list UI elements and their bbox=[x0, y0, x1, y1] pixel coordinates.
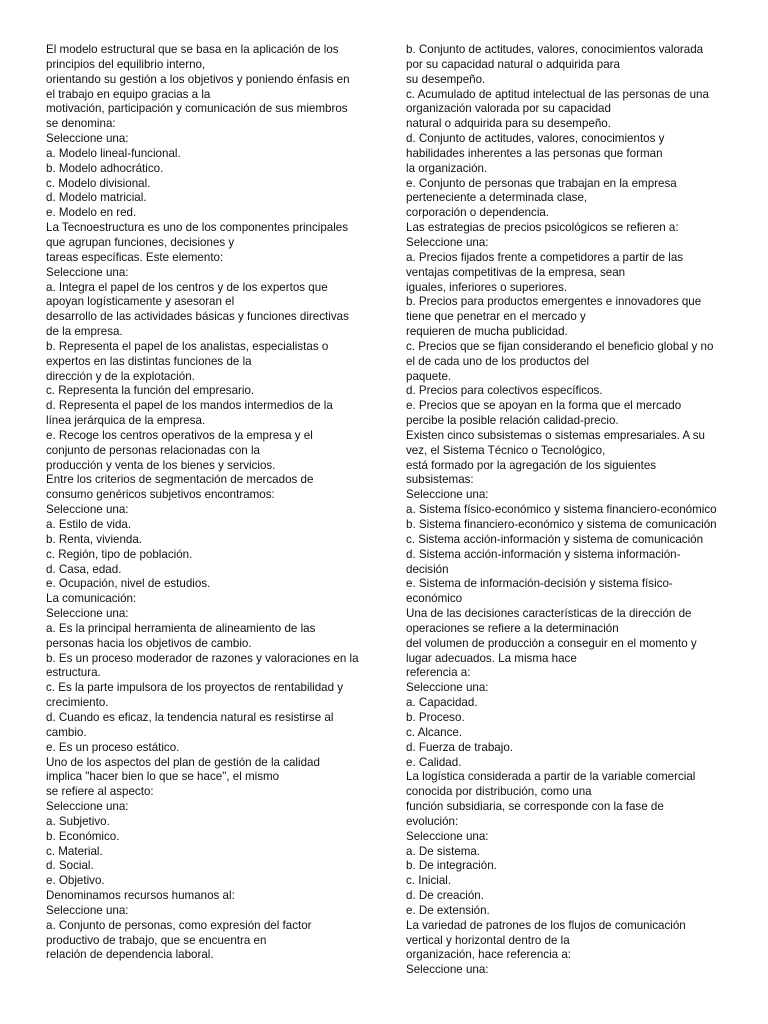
text-line: consumo genéricos subjetivos encontramos: bbox=[46, 488, 275, 502]
text-line: Entre los criterios de segmentación de mercados de bbox=[46, 473, 314, 487]
text-line: por su capacidad natural o adquirida para bbox=[406, 57, 620, 71]
text-line: b. Económico. bbox=[46, 829, 120, 843]
text-line: desarrollo de las actividades básicas y funciones directivas bbox=[46, 310, 349, 324]
text-line: b. Conjunto de actitudes, valores, conocimientos valorada bbox=[406, 43, 704, 56]
text-line: se refiere al aspecto: bbox=[46, 785, 154, 799]
text-line: La variedad de patrones de los flujos de comunicación bbox=[406, 918, 686, 932]
text-line: c. Alcance. bbox=[406, 725, 463, 739]
text-line: habilidades inherentes a las personas que forman bbox=[406, 146, 663, 160]
text-line: lugar adecuados. La misma hace bbox=[406, 651, 577, 665]
text-line: b. Modelo adhocrático. bbox=[46, 161, 164, 175]
text-line: c. Representa la función del empresario. bbox=[46, 384, 255, 398]
left-text-column bbox=[46, 43, 364, 963]
text-line: e. De extensión. bbox=[406, 903, 490, 917]
text-line: Seleccione una: bbox=[46, 132, 129, 146]
text-line: línea jerárquica de la empresa. bbox=[46, 414, 206, 428]
text-line: e. Conjunto de personas que trabajan en la empresa bbox=[406, 176, 677, 190]
text-line: vertical y horizontal dentro de la bbox=[406, 933, 570, 947]
text-line: a. Integra el papel de los centros y de los expertos que bbox=[46, 280, 328, 294]
text-line: orientando su gestión a los objetivos y poniendo énfasis en bbox=[46, 72, 350, 86]
text-line: organización, hace referencia a: bbox=[406, 948, 571, 962]
text-line: Seleccione una: bbox=[46, 903, 129, 917]
text-line: tareas específicas. Este elemento: bbox=[46, 250, 224, 264]
text-line: Las estrategias de precios psicológicos se refieren a: bbox=[406, 221, 679, 235]
text-line: c. Precios que se fijan considerando el beneficio global y no bbox=[406, 339, 714, 353]
text-line: c. Región, tipo de población. bbox=[46, 547, 193, 561]
text-line: a. Conjunto de personas, como expresión del factor bbox=[46, 918, 312, 932]
text-line: e. Modelo en red. bbox=[46, 206, 137, 220]
text-line: motivación, participación y comunicación de sus miembros bbox=[46, 102, 348, 116]
text-line: b. Sistema financiero-económico y sistema de comunicación bbox=[406, 518, 717, 531]
text-line: Seleccione una: bbox=[46, 503, 129, 517]
text-line: requieren de mucha publicidad. bbox=[406, 325, 568, 339]
text-line: e. Calidad. bbox=[406, 755, 462, 769]
text-line: a. Estilo de vida. bbox=[46, 518, 132, 531]
text-line: Seleccione una: bbox=[46, 607, 129, 621]
text-line: a. Subjetivo. bbox=[46, 814, 110, 828]
text-line: decisión bbox=[406, 562, 449, 576]
text-line: corporación o dependencia. bbox=[406, 206, 550, 220]
text-line: e. Sistema de información-decisión y sistema físico- bbox=[406, 577, 673, 591]
text-line: paquete. bbox=[406, 369, 452, 383]
text-line: a. De sistema. bbox=[406, 844, 481, 858]
text-line: Seleccione una: bbox=[406, 829, 489, 843]
text-line: que agrupan funciones, decisiones y bbox=[46, 235, 235, 249]
text-line: conocida por distribución, como una bbox=[406, 785, 592, 799]
text-line: ventajas competitivas de la empresa, sean bbox=[406, 265, 626, 279]
text-line: c. Material. bbox=[46, 844, 103, 858]
text-line: se denomina: bbox=[46, 117, 116, 131]
text-line: referencia a: bbox=[406, 666, 471, 680]
text-line: de la empresa. bbox=[46, 325, 123, 339]
text-line: estructura. bbox=[46, 666, 101, 680]
text-line: percibe la posible relación calidad-precio. bbox=[406, 414, 619, 428]
text-line: tiene que penetrar en el mercado y bbox=[406, 310, 586, 324]
text-line: crecimiento. bbox=[46, 696, 109, 710]
text-line: e. Es un proceso estático. bbox=[46, 740, 180, 754]
text-line: d. Sistema acción-información y sistema información- bbox=[406, 547, 681, 561]
text-line: a. Modelo lineal-funcional. bbox=[46, 146, 181, 160]
text-line: Seleccione una: bbox=[46, 265, 129, 279]
text-line: el trabajo en equipo gracias a la bbox=[46, 87, 211, 101]
text-line: c. Modelo divisional. bbox=[46, 176, 151, 190]
text-line: La Tecnoestructura es uno de los componentes principales bbox=[46, 221, 349, 235]
text-line: Seleccione una: bbox=[406, 681, 489, 695]
text-line: c. Inicial. bbox=[406, 874, 452, 888]
text-line: Denominamos recursos humanos al: bbox=[46, 889, 235, 903]
text-line: b. Proceso. bbox=[406, 710, 465, 724]
text-line: a. Sistema físico-económico y sistema financiero-económico bbox=[406, 503, 717, 517]
text-line: perteneciente a determinada clase, bbox=[406, 191, 588, 205]
text-line: e. Precios que se apoyan en la forma que el mercado bbox=[406, 399, 682, 413]
text-line: Seleccione una: bbox=[406, 488, 489, 502]
right-text-column bbox=[406, 43, 728, 978]
text-line: b. Es un proceso moderador de razones y valoraciones en la bbox=[46, 651, 359, 665]
text-line: Seleccione una: bbox=[406, 963, 489, 977]
text-line: b. Precios para productos emergentes e innovadores que bbox=[406, 295, 702, 309]
text-line: conjunto de personas relacionadas con la bbox=[46, 443, 260, 457]
text-line: operaciones se refiere a la determinación bbox=[406, 621, 619, 635]
text-line: c. Sistema acción-información y sistema de comunicación bbox=[406, 532, 704, 546]
text-line: d. Precios para colectivos específicos. bbox=[406, 384, 603, 398]
text-line: del volumen de producción a conseguir en el momento y bbox=[406, 636, 697, 650]
text-line: implica "hacer bien lo que se hace", el mismo bbox=[46, 770, 280, 784]
text-line: c. Es la parte impulsora de los proyectos de rentabilidad y bbox=[46, 681, 344, 695]
text-line: evolución: bbox=[406, 814, 459, 828]
text-line: Una de las decisiones características de la dirección de bbox=[406, 607, 692, 621]
text-line: vez, el Sistema Técnico o Tecnológico, bbox=[406, 443, 606, 457]
text-line: está formado por la agregación de los siguientes bbox=[406, 458, 657, 472]
text-line: d. De creación. bbox=[406, 889, 484, 903]
text-line: e. Objetivo. bbox=[46, 874, 105, 888]
text-line: e. Ocupación, nivel de estudios. bbox=[46, 577, 211, 591]
text-line: relación de dependencia laboral. bbox=[46, 948, 214, 962]
text-line: b. Representa el papel de los analistas, especialistas o bbox=[46, 339, 329, 353]
text-line: d. Cuando es eficaz, la tendencia natural es resistirse al bbox=[46, 710, 334, 724]
text-line: a. Precios fijados frente a competidores a partir de las bbox=[406, 250, 684, 264]
text-line: Seleccione una: bbox=[46, 800, 129, 814]
text-line: d. Social. bbox=[46, 859, 94, 873]
text-line: organización valorada por su capacidad bbox=[406, 102, 611, 116]
text-line: d. Representa el papel de los mandos intermedios de la bbox=[46, 399, 333, 413]
text-line: su desempeño. bbox=[406, 72, 486, 86]
text-line: d. Casa, edad. bbox=[46, 562, 122, 576]
text-line: expertos en las distintas funciones de la bbox=[46, 354, 252, 368]
text-line: e. Recoge los centros operativos de la empresa y el bbox=[46, 428, 313, 442]
text-line: Existen cinco subsistemas o sistemas empresariales. A su bbox=[406, 428, 705, 442]
text-line: cambio. bbox=[46, 725, 87, 739]
text-line: Seleccione una: bbox=[406, 235, 489, 249]
text-line: iguales, inferiores o superiores. bbox=[406, 280, 568, 294]
text-line: b. Renta, vivienda. bbox=[46, 532, 143, 546]
text-line: La logística considerada a partir de la variable comercial bbox=[406, 770, 696, 784]
text-line: d. Modelo matricial. bbox=[46, 191, 147, 205]
text-line: d. Conjunto de actitudes, valores, conocimientos y bbox=[406, 132, 665, 146]
text-line: La comunicación: bbox=[46, 592, 137, 606]
text-line: productivo de trabajo, que se encuentra en bbox=[46, 933, 267, 947]
text-line: natural o adquirida para su desempeño. bbox=[406, 117, 611, 131]
text-line: económico bbox=[406, 592, 463, 606]
text-line: d. Fuerza de trabajo. bbox=[406, 740, 513, 754]
text-line: dirección y de la explotación. bbox=[46, 369, 195, 383]
text-line: a. Capacidad. bbox=[406, 696, 478, 710]
text-line: El modelo estructural que se basa en la aplicación de los bbox=[46, 43, 339, 56]
text-line: apoyan logísticamente y asesoran el bbox=[46, 295, 235, 309]
text-line: la organización. bbox=[406, 161, 488, 175]
text-line: subsistemas: bbox=[406, 473, 474, 487]
text-line: c. Acumulado de aptitud intelectual de las personas de una bbox=[406, 87, 709, 101]
text-line: función subsidiaria, se corresponde con la fase de bbox=[406, 800, 664, 814]
text-line: principios del equilibrio interno, bbox=[46, 57, 206, 71]
text-line: Uno de los aspectos del plan de gestión de la calidad bbox=[46, 755, 320, 769]
text-line: el de cada uno de los productos del bbox=[406, 354, 590, 368]
text-line: a. Es la principal herramienta de alineamiento de las bbox=[46, 621, 316, 635]
text-line: personas hacia los objetivos de cambio. bbox=[46, 636, 252, 650]
text-line: producción y venta de los bienes y servicios. bbox=[46, 458, 276, 472]
text-line: b. De integración. bbox=[406, 859, 497, 873]
